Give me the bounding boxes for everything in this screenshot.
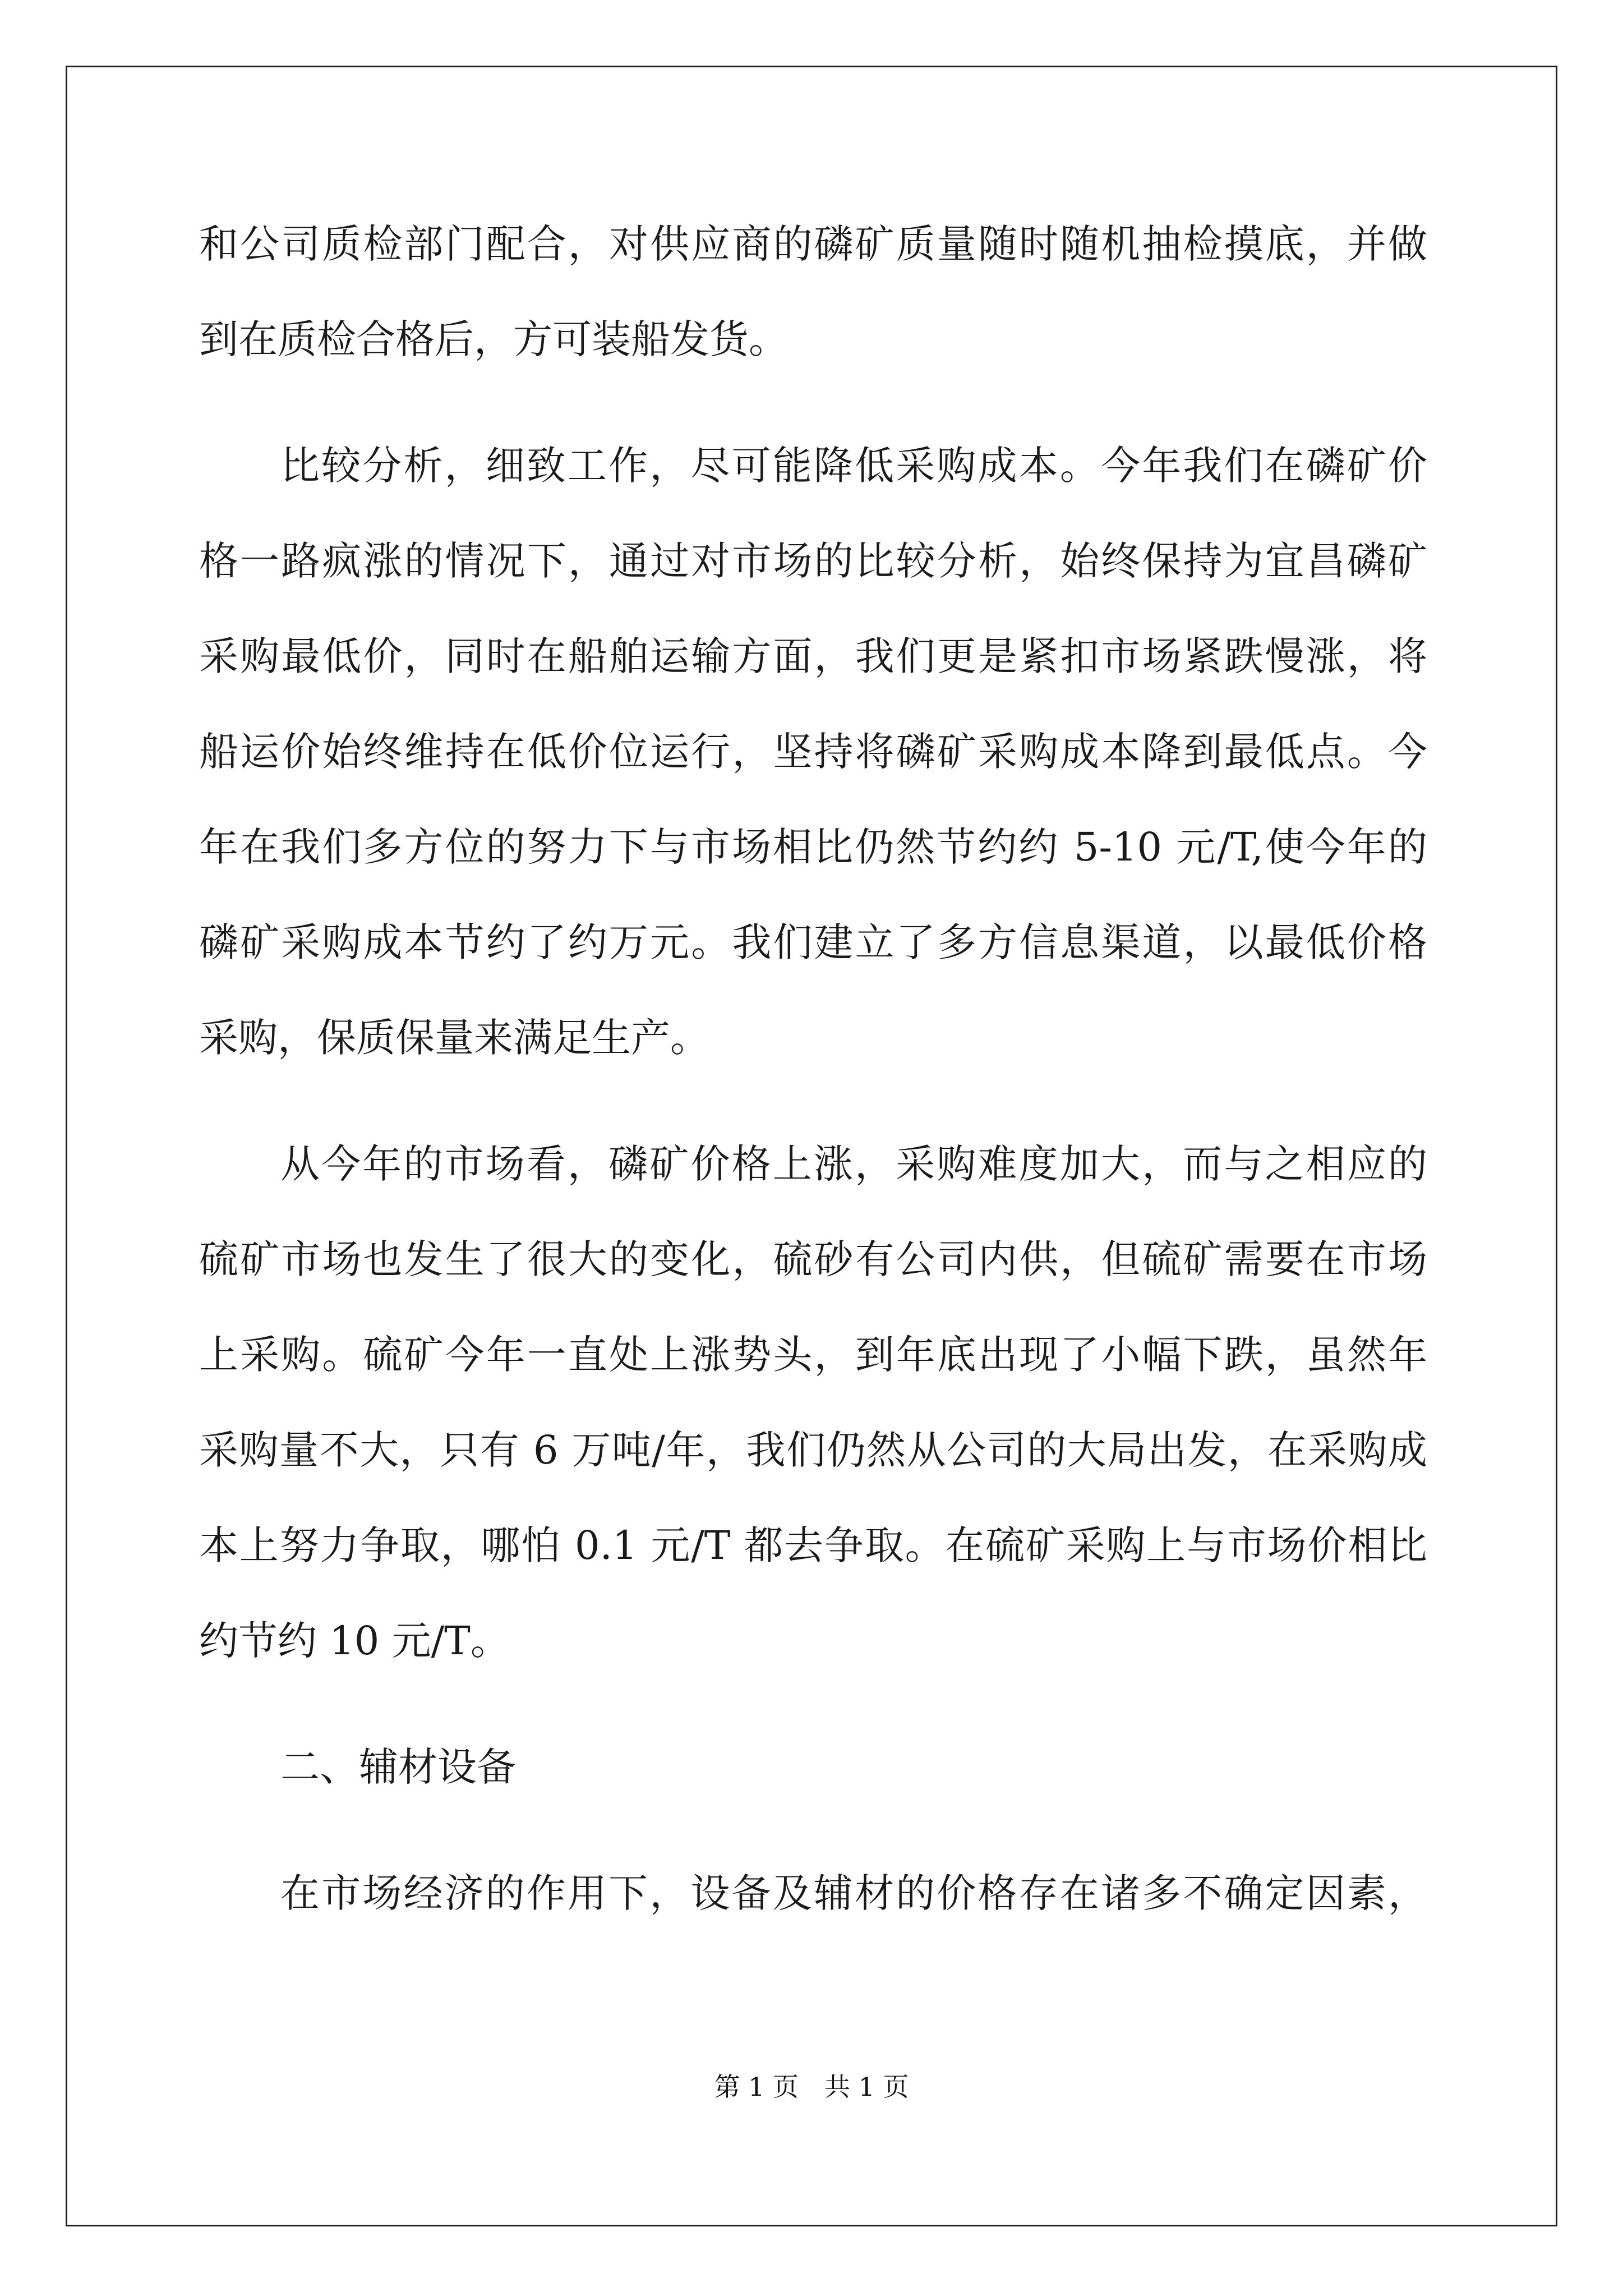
text-line: 约节约 10 元/T。 [199,1618,510,1664]
text-line: 硫矿市场也发生了很大的变化，硫砂有公司内供，但硫矿需要在市场 [199,1236,1427,1282]
text-line: 和公司质检部门配合，对供应商的磷矿质量随时随机抽检摸底，并做 [199,221,1427,267]
text-line: 从今年的市场看，磷矿价格上涨，采购难度加大，而与之相应的 [280,1141,1427,1187]
text-line: 采购，保质保量来满足生产。 [199,1015,709,1061]
section-heading: 二、辅材设备 [280,1744,516,1790]
text-line: 上采购。硫矿今年一直处上涨势头，到年底出现了小幅下跌，虽然年 [199,1332,1427,1378]
text-line: 本上努力争取，哪怕 0.1 元/T 都去争取。在硫矿采购上与市场价相比 [199,1522,1427,1568]
text-line: 磷矿采购成本节约了约万元。我们建立了多方信息渠道，以最低价格 [199,919,1427,965]
text-line: 采购量不大，只有 6 万吨/年，我们仍然从公司的大局出发，在采购成 [199,1427,1427,1473]
text-line: 船运价始终维持在低价位运行，坚持将磷矿采购成本降到最低点。今 [199,729,1427,775]
text-line: 到在质检合格后，方可装船发货。 [199,316,788,362]
text-line: 在市场经济的作用下，设备及辅材的价格存在诸多不确定因素， [280,1870,1427,1916]
text-line: 采购最低价，同时在船舶运输方面，我们更是紧扣市场紧跌慢涨，将 [199,633,1427,679]
page-number-footer: 第 1 页 共 1 页 [714,2072,909,2102]
text-line: 比较分析，细致工作，尽可能降低采购成本。今年我们在磷矿价 [280,443,1427,489]
text-line: 格一路疯涨的情况下，通过对市场的比较分析，始终保持为宜昌磷矿 [199,538,1427,584]
text-line: 年在我们多方位的努力下与市场相比仍然节约约 5-10 元/T,使今年的 [199,824,1427,870]
